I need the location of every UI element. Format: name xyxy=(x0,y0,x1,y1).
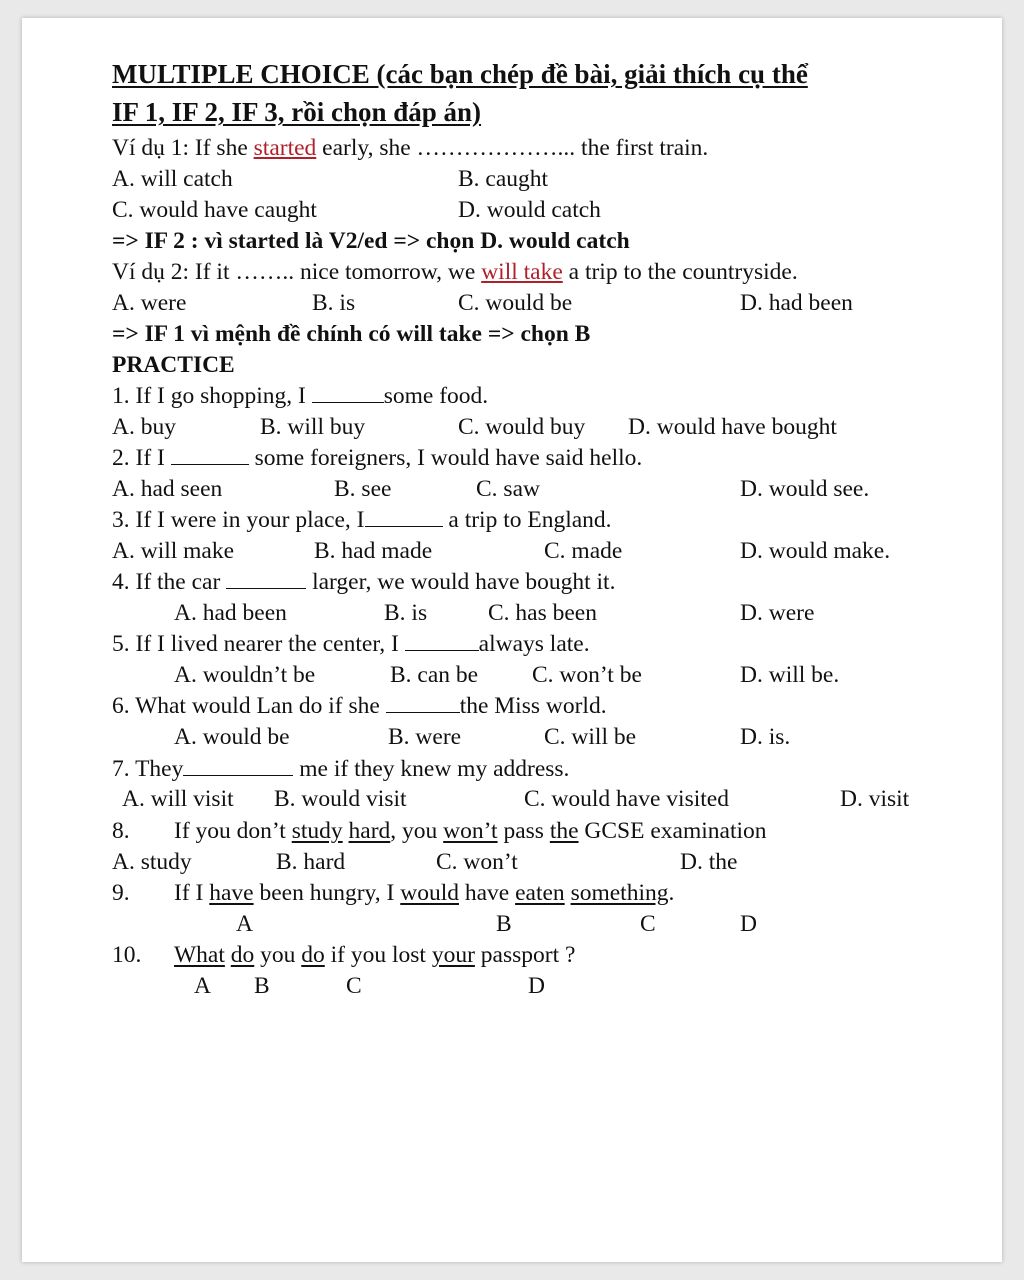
text: been hungry, I xyxy=(253,880,401,906)
q1-option-d: D. would have bought xyxy=(628,414,837,440)
question-8 xyxy=(174,817,767,845)
example-1-option-c: C. would have caught xyxy=(112,197,317,223)
answer-blank xyxy=(405,630,479,651)
example-1-explanation: => IF 2 : vì started là V2/ed => chọn D. would catch xyxy=(112,228,630,254)
text: GCSE examination xyxy=(578,818,767,844)
q7-option-d: D. visit xyxy=(840,786,910,812)
text: larger, we would have bought it. xyxy=(306,569,616,595)
document-page xyxy=(22,18,1002,1262)
question-3 xyxy=(112,506,612,534)
text: the Miss world. xyxy=(459,693,607,719)
q1-option-b: B. will buy xyxy=(260,414,366,440)
text: if you lost xyxy=(324,942,432,968)
answer-blank xyxy=(171,444,249,465)
example-2-option-d: D. had been xyxy=(740,290,853,316)
q7-option-b: B. would visit xyxy=(274,786,407,812)
q1-option-c: C. would buy xyxy=(458,414,586,440)
q5-option-d: D. will be. xyxy=(740,662,840,688)
question-5 xyxy=(112,630,590,658)
q8-option-c: C. won’t xyxy=(436,849,518,875)
text: 7. They xyxy=(112,756,184,782)
q6-option-a: A. would be xyxy=(174,724,290,750)
q8-option-d: D. the xyxy=(680,849,738,875)
question-10 xyxy=(174,941,575,969)
text: you xyxy=(254,942,302,968)
underlined-word-b: hard xyxy=(348,818,391,844)
marked-word: started xyxy=(253,135,317,161)
q1-option-a: A. buy xyxy=(112,414,176,440)
q3-option-c: C. made xyxy=(544,538,623,564)
q9-number: 9. xyxy=(112,880,130,906)
q10-label-a: A xyxy=(194,973,211,999)
text: me if they knew my address. xyxy=(293,756,570,782)
practice-heading: PRACTICE xyxy=(112,352,235,378)
q10-label-d: D xyxy=(528,973,545,999)
q4-option-a: A. had been xyxy=(174,600,287,626)
text: Ví dụ 1: If she xyxy=(112,135,254,161)
question-2 xyxy=(112,444,642,472)
q3-option-a: A. will make xyxy=(112,538,235,564)
q2-option-b: B. see xyxy=(334,476,392,502)
q9-label-d: D xyxy=(740,911,757,937)
example-2-option-b: B. is xyxy=(312,290,356,316)
q2-option-a: A. had seen xyxy=(112,476,223,502)
question-7 xyxy=(112,755,569,783)
answer-blank xyxy=(183,755,293,776)
text: some food. xyxy=(383,383,489,409)
example-2-option-c: C. would be xyxy=(458,290,573,316)
q10-number: 10. xyxy=(112,942,142,968)
text: 3. If I were in your place, I xyxy=(112,507,365,533)
q6-option-d: D. is. xyxy=(740,724,791,750)
q2-option-c: C. saw xyxy=(476,476,540,502)
underlined-word-b: would xyxy=(400,880,459,906)
text: always late. xyxy=(478,631,590,657)
question-1 xyxy=(112,382,488,410)
question-4 xyxy=(112,568,615,596)
text: . xyxy=(668,880,675,906)
q6-option-c: C. will be xyxy=(544,724,637,750)
marked-word: will take xyxy=(481,259,563,285)
answer-blank xyxy=(386,692,460,713)
text: 4. If the car xyxy=(112,569,227,595)
example-1-question xyxy=(112,134,708,162)
text: passport ? xyxy=(474,942,576,968)
example-1-option-d: D. would catch xyxy=(458,197,601,223)
text: Ví dụ 2: If it …….. nice tomorrow, we xyxy=(112,259,482,285)
q9-label-a: A xyxy=(236,911,253,937)
example-2-explanation: => IF 1 vì mệnh đề chính có will take => chọn B xyxy=(112,321,591,347)
text: 1. If I go shopping, I xyxy=(112,383,312,409)
q8-number: 8. xyxy=(112,818,130,844)
q9-label-c: C xyxy=(640,911,656,937)
answer-blank xyxy=(365,506,443,527)
q8-option-b: B. hard xyxy=(276,849,346,875)
example-2-option-a: A. were xyxy=(112,290,187,316)
q2-option-d: D. would see. xyxy=(740,476,870,502)
underlined-word-a: study xyxy=(291,818,343,844)
text: have xyxy=(458,880,516,906)
underlined-word-d: your xyxy=(431,942,475,968)
underlined-word-a: have xyxy=(209,880,254,906)
q7-option-a: A. will visit xyxy=(122,786,234,812)
underlined-word-c: won’t xyxy=(443,818,498,844)
underlined-word-d: something xyxy=(570,880,669,906)
q5-option-c: C. won’t be xyxy=(532,662,642,688)
q7-option-c: C. would have visited xyxy=(524,786,729,812)
example-1-option-a: A. will catch xyxy=(112,166,233,192)
title-line-2: IF 1, IF 2, IF 3, rồi chọn đáp án) xyxy=(112,97,482,127)
underlined-word-a: What xyxy=(174,942,225,968)
text: early, she ………………... the first train. xyxy=(316,135,709,161)
q10-label-b: B xyxy=(254,973,270,999)
text: 6. What would Lan do if she xyxy=(112,693,386,719)
q4-option-d: D. were xyxy=(740,600,815,626)
q9-label-b: B xyxy=(496,911,512,937)
text: If I xyxy=(174,880,210,906)
q5-option-b: B. can be xyxy=(390,662,479,688)
text: 5. If I lived nearer the center, I xyxy=(112,631,405,657)
underlined-word-c: eaten xyxy=(515,880,565,906)
q4-option-c: C. has been xyxy=(488,600,597,626)
text: a trip to the countryside. xyxy=(562,259,798,285)
answer-blank xyxy=(226,568,306,589)
underlined-word-d: the xyxy=(549,818,579,844)
q8-option-a: A. study xyxy=(112,849,192,875)
text: a trip to England. xyxy=(442,507,612,533)
example-1-option-b: B. caught xyxy=(458,166,549,192)
example-2-question xyxy=(112,258,798,286)
question-9 xyxy=(174,879,674,907)
underlined-word-c: do xyxy=(301,942,325,968)
q6-option-b: B. were xyxy=(388,724,462,750)
text: some foreigners, I would have said hello. xyxy=(248,445,643,471)
underlined-word-b: do xyxy=(230,942,255,968)
text: , you xyxy=(390,818,444,844)
text: pass xyxy=(497,818,550,844)
text: If you don’t xyxy=(174,818,292,844)
q10-label-c: C xyxy=(346,973,362,999)
q5-option-a: A. wouldn’t be xyxy=(174,662,316,688)
answer-blank xyxy=(312,382,384,403)
title-line-1: MULTIPLE CHOICE (các bạn chép đề bài, giải thích cụ thể xyxy=(112,59,808,89)
question-6 xyxy=(112,692,607,720)
q3-option-b: B. had made xyxy=(314,538,433,564)
text: 2. If I xyxy=(112,445,171,471)
q4-option-b: B. is xyxy=(384,600,428,626)
q3-option-d: D. would make. xyxy=(740,538,891,564)
